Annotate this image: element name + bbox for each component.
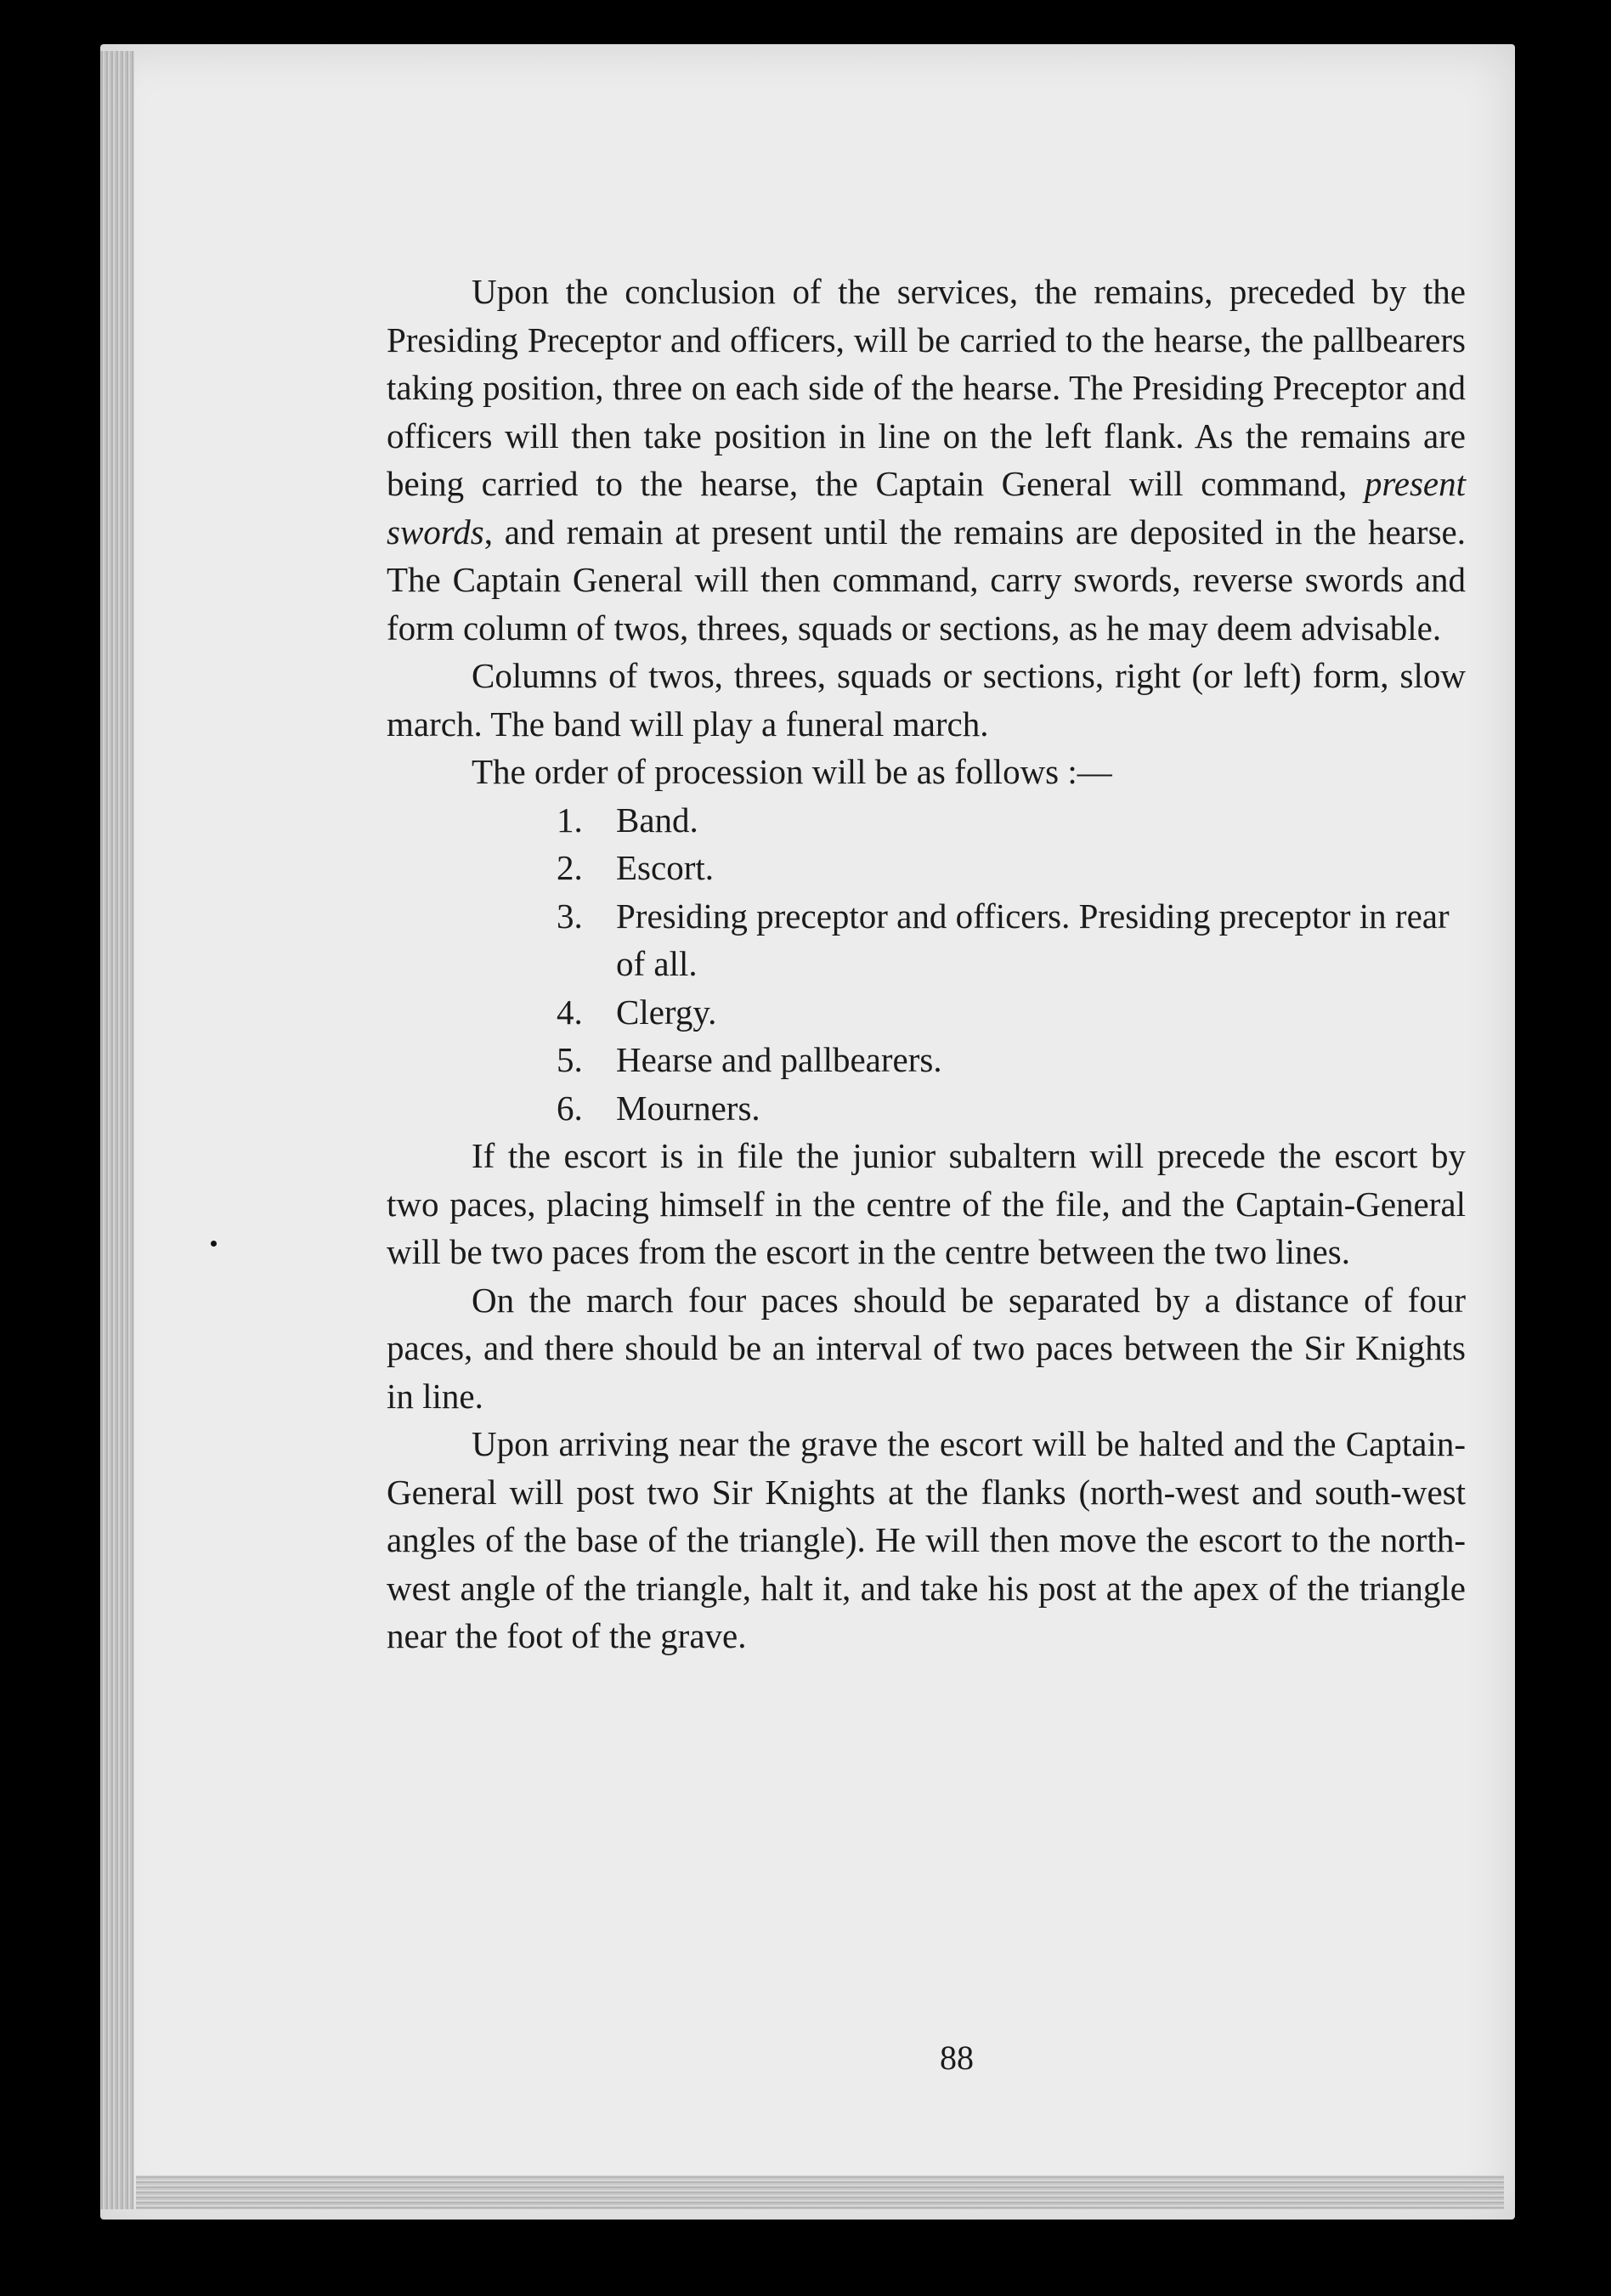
list-item <box>387 796 1466 845</box>
list-item <box>387 892 1466 988</box>
list-item-text: Clergy. <box>616 992 717 1032</box>
page-edge-bottom <box>136 2175 1504 2209</box>
list-item-number: 3. <box>557 896 583 936</box>
list-item <box>387 844 1466 892</box>
paragraph-escort-in-file: If the escort is in file the junior subaltern will precede the escort by two paces, placing himself in the centre of the file, and the Captain-General will be two paces from the escort in the centre between the two lines. <box>387 1136 1466 1271</box>
list-item-text: Escort. <box>616 848 714 887</box>
page-edge-left <box>100 51 134 2209</box>
command-present-swords: present swords <box>387 464 1466 551</box>
paragraph-arriving-at-grave: Upon arriving near the grave the escort will be halted and the Captain-General will post two Sir Knights at the flanks (north-west and south-west angles of the base of the triangle). He will then move the escort to the north-west angle of the triangle, halt it, and take his post at the apex of the triangle near the foot of the grave. <box>387 1424 1466 1655</box>
list-item-number: 6. <box>557 1088 583 1128</box>
list-item <box>387 1084 1466 1133</box>
list-item-number: 5. <box>557 1040 583 1079</box>
procession-list <box>387 796 1466 1133</box>
paragraph-text: , and remain at present until the remains are deposited in the hearse. The Captain General will then command, carry swords, reverse swords and form column of twos, threes, squads or sections, as he may deem advisable. <box>387 512 1466 648</box>
list-item-text: Presiding preceptor and officers. Presiding preceptor in rear of all. <box>616 896 1450 983</box>
list-item-text: Mourners. <box>616 1088 760 1128</box>
page-text <box>387 268 1466 1660</box>
page-number-text: 88 <box>940 2039 974 2077</box>
list-item-text: Band. <box>616 800 698 840</box>
page-number <box>0 2038 1611 2078</box>
list-item-text: Hearse and pallbearers. <box>616 1040 942 1079</box>
list-item <box>387 988 1466 1037</box>
paragraph-text: Upon the conclusion of the services, the remains, preceded by the Presiding Preceptor and officers, will be carried to the hearse, the pallbearers taking position, three on each side of the hearse. The Presiding Preceptor and officers will then take position in line on the left flank. As the remains are being carried to the hearse, the Captain General will command, <box>387 272 1466 503</box>
paragraph-columns-form: Columns of twos, threes, squads or sections, right (or left) form, slow march. The band will play a funeral march. <box>387 656 1466 744</box>
paragraph-order-intro: The order of procession will be as follows :— <box>472 752 1112 791</box>
list-item <box>387 1036 1466 1084</box>
paragraph-conclusion-of-services <box>387 268 1466 652</box>
list-item-number: 1. <box>557 800 583 840</box>
list-item-number: 2. <box>557 848 583 887</box>
list-item-number: 4. <box>557 992 583 1032</box>
paragraph-on-the-march: On the march four paces should be separated by a distance of four paces, and there should be an interval of two paces between the Sir Knights in line. <box>387 1280 1466 1416</box>
scan-speck <box>211 1241 217 1247</box>
